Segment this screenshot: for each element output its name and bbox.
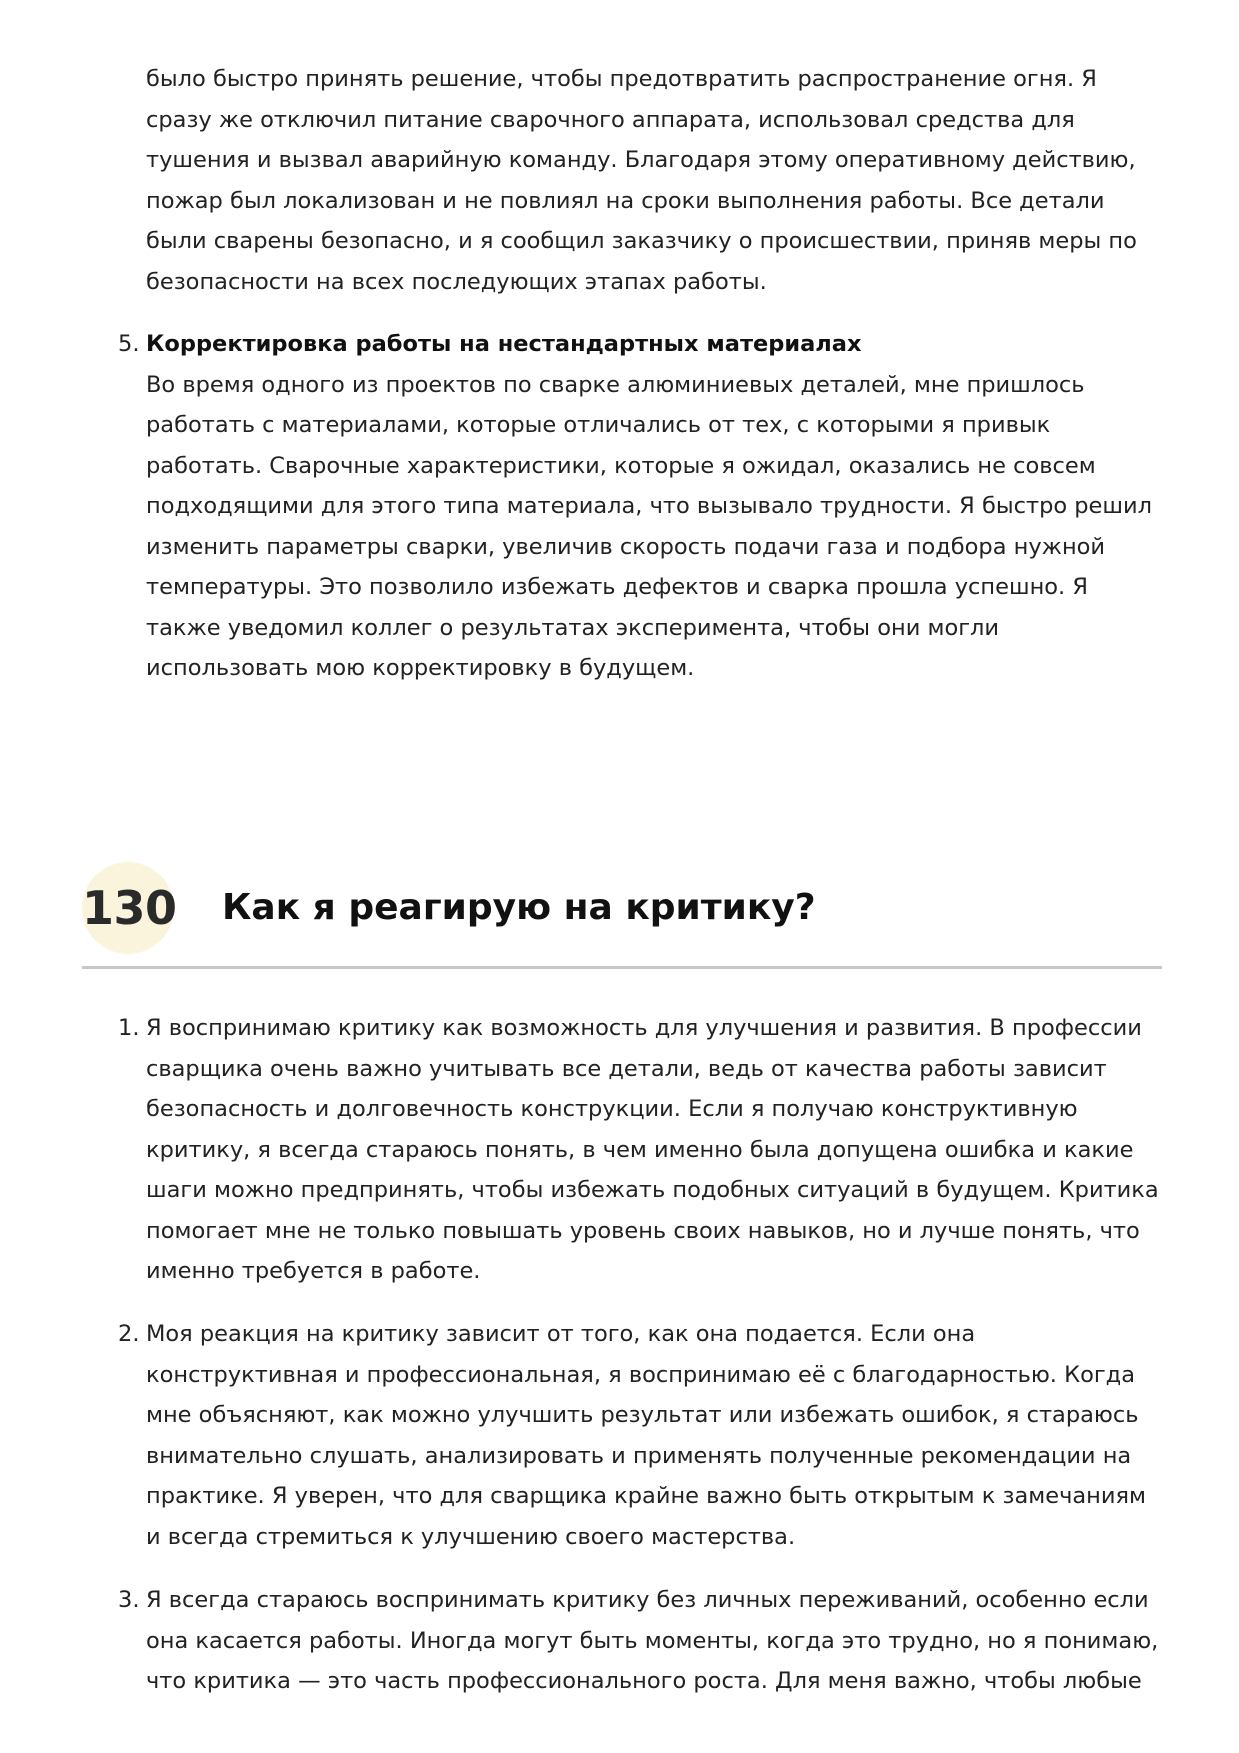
list-item-number: 5. bbox=[118, 331, 140, 357]
list-item-body: Я воспринимаю критику как возможность для улучшения и развития. В профессии сварщика очень важно учитывать все детали, ведь от качества работы зависит безопасность и долговечность конструкции. Если я получаю конструктивную критику, я всегда стараюсь понять, в чем именно была допущена ошибка и какие шаги можно предпринять, чтобы избежать подобных ситуаций в будущем. Критика помогает мне не только повышать уровень своих навыков, но и лучше понять, что именно требуется в работе. bbox=[146, 1015, 1159, 1284]
list-item-title: Корректировка работы на нестандартных материалах bbox=[146, 331, 862, 357]
list-item-number: 3. bbox=[118, 1587, 140, 1613]
section-title: Как я реагирую на критику? bbox=[222, 887, 816, 928]
list-item bbox=[118, 1008, 1166, 1292]
section-header bbox=[82, 862, 1162, 969]
list-item-body: Моя реакция на критику зависит от того, как она подается. Если она конструктивная и профессиональная, я воспринимаю её с благодарностью. Когда мне объясняют, как можно улучшить результат или избежать ошибок, я стараюсь внимательно слушать, анализировать и применять полученные рекомендации на практике. Я уверен, что для сварщика крайне важно быть открытым к замечаниям и всегда стремиться к улучшению своего мастерства. bbox=[146, 1321, 1147, 1550]
list-item-number: 1. bbox=[118, 1015, 140, 1041]
section-number-badge: 130 bbox=[82, 862, 174, 954]
list-item bbox=[118, 1580, 1166, 1702]
list-item-body: Во время одного из проектов по сварке алюминиевых деталей, мне пришлось работать с материалами, которые отличались от тех, с которыми я привык работать. Сварочные характеристики, которые я ожидал, оказались не совсем подходящими для этого типа материала, что вызывало трудности. Я быстро решил изменить параметры сварки, увеличив скорость подачи газа и подбора нужной температуры. Это позволило избежать дефектов и сварка прошла успешно. Я также уведомил коллег о результатах эксперимента, чтобы они могли использовать мою корректировку в будущем. bbox=[146, 371, 1152, 681]
list-item-body: Я всегда стараюсь воспринимать критику без личных переживаний, особенно если она касается работы. Иногда могут быть моменты, когда это трудно, но я понимаю, что критика — это часть профессионального роста. Для меня важно, чтобы любые bbox=[146, 1587, 1159, 1694]
continued-paragraph: было быстро принять решение, чтобы предотвратить распространение огня. Я сразу же отключил питание сварочного аппарата, использовал средства для тушения и вызвал аварийную команду. Благодаря этому оперативному действию, пожар был локализован и не повлиял на сроки выполнения работы. Все детали были сварены безопасно, и я сообщил заказчику о происшествии, приняв меры по безопасности на всех последующих этапах работы. bbox=[146, 66, 1137, 295]
list-item bbox=[118, 1314, 1166, 1557]
list-item-number: 2. bbox=[118, 1321, 140, 1347]
list-item bbox=[118, 324, 1166, 689]
